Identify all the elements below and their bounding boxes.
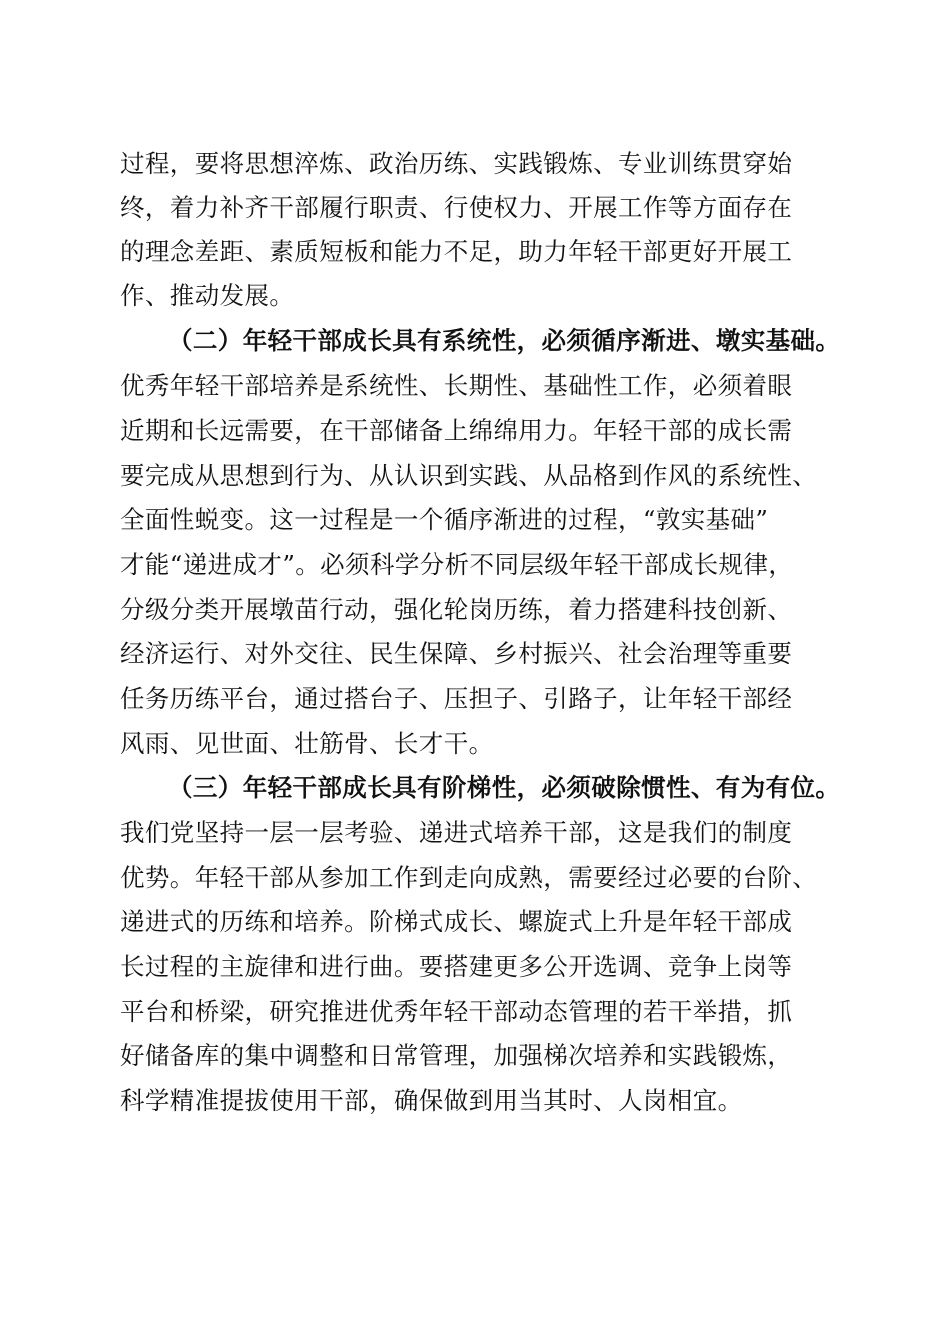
body-text-line: 任务历练平台，通过搭台子、压担子、引路子，让年轻干部经 [120,684,793,713]
body-text-line: 过程，要将思想淬炼、政治历练、实践锻炼、专业训练贯穿始 [120,149,793,178]
body-text-line: 风雨、见世面、壮筋骨、长才干。 [120,729,494,758]
body-text-line: 优秀年轻干部培养是系统性、长期性、基础性工作，必须着眼 [120,371,793,400]
body-text-line: 全面性蜕变。这一过程是一个循序渐进的过程，“敦实基础” [120,505,769,534]
body-text-line: 我们党坚持一层一层考验、递进式培养干部，这是我们的制度 [120,818,793,847]
body-text-line: 分级分类开展墩苗行动，强化轮岗历练，着力搭建科技创新、 [120,595,793,624]
body-text-line: 递进式的历练和培养。阶梯式成长、螺旋式上升是年轻干部成 [120,907,793,936]
section-heading-3: （三）年轻干部成长具有阶梯性，必须破除惯性、有为有位。 [168,773,841,802]
body-text-line: 经济运行、对外交往、民生保障、乡村振兴、社会治理等重要 [120,639,793,668]
body-text-line: 近期和长远需要，在干部储备上绵绵用力。年轻干部的成长需 [120,416,793,445]
body-text-line: 优势。年轻干部从参加工作到走向成熟，需要经过必要的台阶、 [120,863,818,892]
body-text-line: 终，着力补齐干部履行职责、行使权力、开展工作等方面存在 [120,193,793,222]
body-text-line: 要完成从思想到行为、从认识到实践、从品格到作风的系统性、 [120,461,818,490]
body-text-line: 科学精准提拔使用干部，确保做到用当其时、人岗相宜。 [120,1086,743,1115]
section-heading-2: （二）年轻干部成长具有系统性，必须循序渐进、墩实基础。 [168,326,841,355]
body-text-line: 长过程的主旋律和进行曲。要搭建更多公开选调、竞争上岗等 [120,952,793,981]
body-text-line: 好储备库的集中调整和日常管理，加强梯次培养和实践锻炼， [120,1041,793,1070]
body-text-line: 平台和桥梁，研究推进优秀年轻干部动态管理的若干举措，抓 [120,997,793,1026]
body-text-line: 的理念差距、素质短板和能力不足，助力年轻干部更好开展工 [120,237,793,266]
body-text-line: 才能“递进成才”。必须科学分析不同层级年轻干部成长规律， [120,550,794,579]
body-text-line: 作、推动发展。 [120,281,295,310]
